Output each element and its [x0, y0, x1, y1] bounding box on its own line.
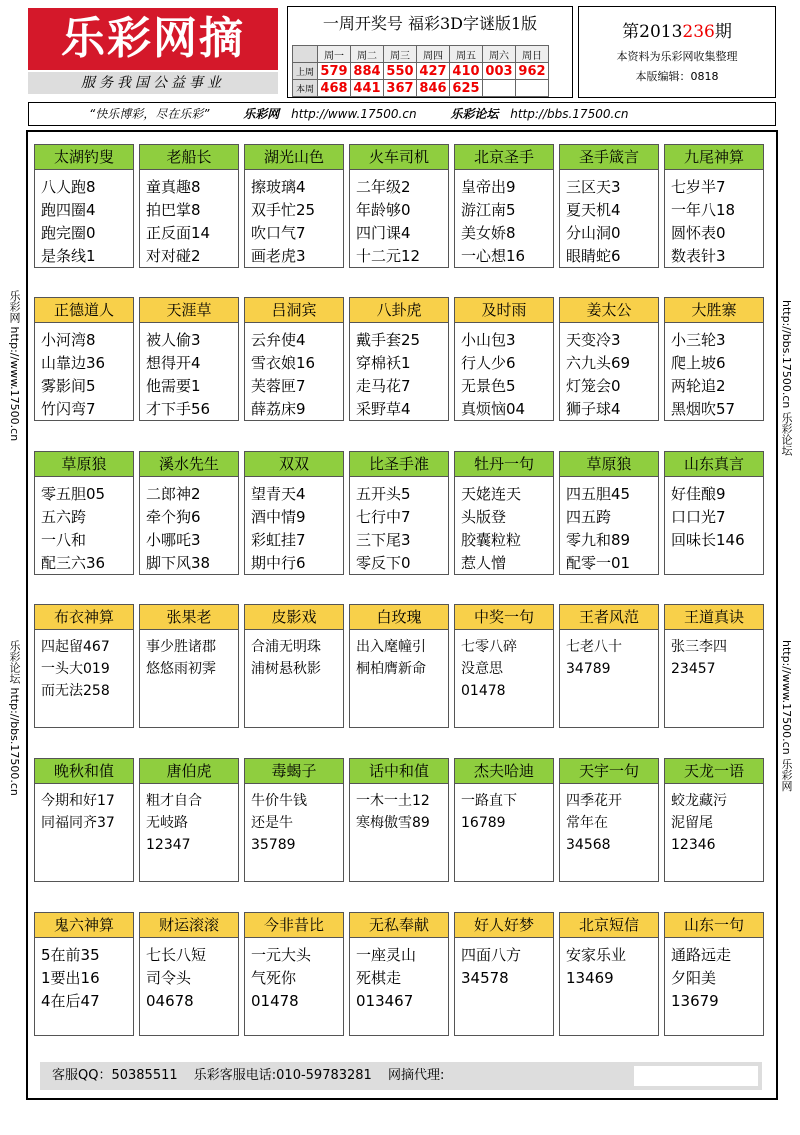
puzzle-text: 蛟龙藏污 泥留尾 12346 — [671, 793, 727, 853]
puzzle-text: 小山包3 行人少6 无景色5 真烦恼04 — [461, 331, 526, 418]
motto: “快乐博彩，尽在乐彩” — [89, 107, 210, 121]
puzzle-text: 张三李四 23457 — [671, 639, 727, 677]
site-link[interactable]: http://www.17500.cn — [291, 107, 417, 121]
forum-link[interactable]: http://bbs.17500.cn — [510, 107, 629, 121]
puzzle-text: 七老八十 34789 — [566, 639, 622, 677]
puzzle-cell — [244, 297, 344, 421]
draw-number: 441 — [351, 80, 384, 97]
puzzle-author: 双双 — [245, 452, 343, 477]
puzzle-author: 唐伯虎 — [140, 759, 238, 784]
slogan: 服务我国公益事业 — [28, 72, 278, 94]
puzzle-author: 天龙一语 — [665, 759, 763, 784]
puzzle-text: 四起留467 一头大019 而无法258 — [41, 639, 110, 699]
puzzle-text: 四五胆45 四五跨 零九和89 配零一01 — [566, 485, 631, 572]
puzzle-cell — [559, 912, 659, 1036]
puzzle-author: 王者风范 — [560, 605, 658, 630]
draw-results-table — [292, 45, 549, 97]
draw-number: 846 — [417, 80, 450, 97]
puzzle-author: 好人好梦 — [455, 913, 553, 938]
puzzle-text: 一座灵山 死棋走 013467 — [356, 946, 417, 1010]
puzzle-cell — [454, 144, 554, 268]
source-note: 本资料为乐彩网收集整理 — [616, 50, 738, 63]
puzzle-author: 天涯草 — [140, 298, 238, 323]
draw-days-row — [293, 46, 549, 63]
puzzle-text: 三区天3 夏天机4 分山洞0 眼睛蛇6 — [566, 178, 621, 265]
puzzle-text: 安家乐业 13469 — [566, 946, 627, 987]
puzzle-text: 5在前35 1要出16 4在后47 — [41, 946, 100, 1010]
puzzle-author: 中奖一句 — [455, 605, 553, 630]
day-header: 周二 — [351, 46, 384, 63]
puzzle-cell — [244, 758, 344, 882]
puzzle-author: 吕洞宾 — [245, 298, 343, 323]
draw-number: 427 — [417, 63, 450, 80]
puzzle-author: 牡丹一句 — [455, 452, 553, 477]
side-text-left-bottom: 乐彩论坛 http://bbs.17500.cn — [8, 640, 21, 796]
puzzle-text: 一木一土12 寒梅傲雪89 — [356, 793, 430, 831]
issue-number: 第2013236期 — [622, 22, 732, 42]
puzzle-cell — [34, 758, 134, 882]
puzzle-author: 太湖钓叟 — [35, 145, 133, 170]
puzzle-cell — [559, 758, 659, 882]
logo: 乐彩网摘 — [28, 8, 278, 70]
day-header: 周日 — [516, 46, 549, 63]
puzzle-cell — [349, 144, 449, 268]
editor-line: 本版编辑：0818 — [635, 70, 719, 83]
puzzle-text: 粗才自合 无岐路 12347 — [146, 793, 202, 853]
puzzle-cell — [139, 604, 239, 728]
puzzle-cell — [244, 604, 344, 728]
puzzle-text: 二郎神2 牵个狗6 小哪吒3 脚下风38 — [146, 485, 211, 572]
puzzle-cell — [139, 144, 239, 268]
puzzle-cell — [139, 912, 239, 1036]
puzzle-text: 一元大头 气死你 01478 — [251, 946, 312, 1010]
service-phone: 乐彩客服电话:010-59783281 — [193, 1068, 372, 1083]
puzzle-cell — [349, 758, 449, 882]
puzzle-cell — [244, 912, 344, 1036]
puzzle-cell — [559, 297, 659, 421]
puzzle-text: 今期和好17 同福同齐37 — [41, 793, 115, 831]
side-text-right-bottom: http://www.17500.cn 乐彩网 — [780, 640, 793, 792]
puzzle-cell — [664, 604, 764, 728]
puzzle-cell — [454, 758, 554, 882]
puzzle-cell — [34, 912, 134, 1036]
puzzle-author: 火车司机 — [350, 145, 448, 170]
service-qq: 客服QQ：50385511 — [52, 1068, 178, 1083]
puzzle-author: 溪水先生 — [140, 452, 238, 477]
puzzle-author: 草原狼 — [560, 452, 658, 477]
puzzle-cell — [454, 451, 554, 575]
puzzle-cell — [664, 297, 764, 421]
link-bar — [28, 102, 776, 126]
puzzle-author: 张果老 — [140, 605, 238, 630]
last-week-label: 上周 — [293, 63, 318, 80]
puzzle-author: 山东真言 — [665, 452, 763, 477]
puzzle-text: 天变冷3 六九头69 灯笼会0 狮子球4 — [566, 331, 631, 418]
puzzle-author: 草原狼 — [35, 452, 133, 477]
puzzle-text: 小三轮3 爬上坡6 两轮追2 黑烟吹57 — [671, 331, 736, 418]
puzzle-text: 出入麾幢引 桐柏膺新命 — [356, 639, 426, 677]
puzzle-author: 山东一句 — [665, 913, 763, 938]
side-text-left-top: 乐彩网 http://www.17500.cn — [8, 290, 21, 442]
puzzle-text: 七长八短 司令头 04678 — [146, 946, 207, 1010]
puzzle-author: 北京圣手 — [455, 145, 553, 170]
puzzle-cell — [244, 451, 344, 575]
puzzle-author: 布衣神算 — [35, 605, 133, 630]
last-week-row — [293, 63, 549, 80]
puzzle-author: 王道真诀 — [665, 605, 763, 630]
puzzle-text: 七零八碎 没意思 01478 — [461, 639, 517, 699]
puzzle-text: 一路直下 16789 — [461, 793, 517, 831]
puzzle-text: 四面八方 34578 — [461, 946, 522, 987]
puzzle-author: 圣手箴言 — [560, 145, 658, 170]
puzzle-author: 九尾神算 — [665, 145, 763, 170]
puzzle-cell — [34, 604, 134, 728]
draw-number: 962 — [516, 63, 549, 80]
draw-number — [516, 80, 549, 97]
forum-name: 乐彩论坛 — [450, 107, 499, 121]
puzzle-cell — [559, 604, 659, 728]
puzzle-text: 戴手套25 穿棉袄1 走马花7 采野草4 — [356, 331, 421, 418]
this-week-row — [293, 80, 549, 97]
puzzle-author: 天宇一句 — [560, 759, 658, 784]
issue-box — [578, 6, 776, 98]
puzzle-text: 事少胜诸郡 悠悠雨初霁 — [146, 639, 216, 677]
puzzle-cell — [34, 144, 134, 268]
puzzle-cell — [349, 604, 449, 728]
puzzle-cell — [454, 912, 554, 1036]
puzzle-text: 七岁半7 一年八18 圆怀表0 数表针3 — [671, 178, 736, 265]
draw-number — [483, 80, 516, 97]
puzzle-text: 云弁使4 雪衣娘16 芙蓉匣7 薛荔床9 — [251, 331, 316, 418]
puzzle-cell — [34, 297, 134, 421]
day-header: 周六 — [483, 46, 516, 63]
puzzle-cell — [664, 758, 764, 882]
puzzle-author: 姜太公 — [560, 298, 658, 323]
draw-number: 410 — [450, 63, 483, 80]
puzzle-cell — [139, 451, 239, 575]
puzzle-author: 晚秋和值 — [35, 759, 133, 784]
day-header: 周一 — [318, 46, 351, 63]
puzzle-cell — [664, 144, 764, 268]
puzzle-cell — [349, 297, 449, 421]
day-header: 周四 — [417, 46, 450, 63]
draw-number: 625 — [450, 80, 483, 97]
site-name: 乐彩网 — [243, 107, 280, 121]
puzzle-author: 今非昔比 — [245, 913, 343, 938]
puzzle-author: 白玫瑰 — [350, 605, 448, 630]
puzzle-cell — [559, 144, 659, 268]
puzzle-author: 皮影戏 — [245, 605, 343, 630]
puzzle-text: 被人偷3 想得开4 他需要1 才下手56 — [146, 331, 211, 418]
corner-cell — [293, 46, 318, 63]
puzzle-author: 及时雨 — [455, 298, 553, 323]
agent-box — [634, 1066, 758, 1086]
puzzle-cell — [454, 297, 554, 421]
day-header: 周五 — [450, 46, 483, 63]
puzzle-text: 零五胆05 五六跨 一八和 配三六36 — [41, 485, 106, 572]
puzzle-cell — [454, 604, 554, 728]
puzzle-author: 正德道人 — [35, 298, 133, 323]
puzzle-text: 小河湾8 山靠边36 雾影间5 竹闪弯7 — [41, 331, 106, 418]
puzzle-cell — [559, 451, 659, 575]
puzzle-text: 二年级2 年龄够0 四门课4 十二元12 — [356, 178, 421, 265]
puzzle-author: 大胜寨 — [665, 298, 763, 323]
puzzle-text: 好佳酿9 口口光7 回味长146 — [671, 485, 745, 549]
puzzle-text: 五开头5 七行中7 三下尾3 零反下0 — [356, 485, 411, 572]
puzzle-text: 牛价牛钱 还是牛 35789 — [251, 793, 307, 853]
puzzle-cell — [664, 912, 764, 1036]
puzzle-cell — [139, 297, 239, 421]
draw-results-title: 一周开奖号 福彩3D字谜版1版 — [322, 14, 538, 33]
draw-number: 367 — [384, 80, 417, 97]
puzzle-cell — [349, 451, 449, 575]
puzzle-text: 童真趣8 拍巴掌8 正反面14 对对碰2 — [146, 178, 211, 265]
puzzle-cell — [664, 451, 764, 575]
draw-number: 884 — [351, 63, 384, 80]
draw-results-box — [287, 6, 573, 98]
puzzle-author: 老船长 — [140, 145, 238, 170]
draw-number: 579 — [318, 63, 351, 80]
draw-number: 468 — [318, 80, 351, 97]
puzzle-author: 鬼六神算 — [35, 913, 133, 938]
puzzle-author: 无私奉献 — [350, 913, 448, 938]
puzzle-author: 财运滚滚 — [140, 913, 238, 938]
this-week-label: 本周 — [293, 80, 318, 97]
agent-label: 网摘代理: — [387, 1068, 445, 1083]
puzzle-author: 毒蝎子 — [245, 759, 343, 784]
puzzle-author: 北京短信 — [560, 913, 658, 938]
puzzle-text: 通路远走 夕阳美 13679 — [671, 946, 732, 1010]
draw-number: 003 — [483, 63, 516, 80]
puzzle-cell — [34, 451, 134, 575]
draw-number: 550 — [384, 63, 417, 80]
puzzle-cell — [139, 758, 239, 882]
puzzle-text: 望青天4 酒中情9 彩虹挂7 期中行6 — [251, 485, 306, 572]
day-header: 周三 — [384, 46, 417, 63]
puzzle-cell — [349, 912, 449, 1036]
side-text-right-top: http://bbs.17500.cn 乐彩论坛 — [780, 300, 793, 456]
puzzle-cell — [244, 144, 344, 268]
puzzle-author: 话中和值 — [350, 759, 448, 784]
puzzle-text: 擦玻璃4 双手忙25 吹口气7 画老虎3 — [251, 178, 316, 265]
puzzle-text: 合浦无明珠 浦树悬秋影 — [251, 639, 321, 677]
puzzle-text: 皇帝出9 游江南5 美女娇8 一心想16 — [461, 178, 526, 265]
puzzle-text: 四季花开 常年在 34568 — [566, 793, 622, 853]
puzzle-author: 比圣手准 — [350, 452, 448, 477]
puzzle-author: 八卦虎 — [350, 298, 448, 323]
puzzle-author: 杰夫哈迪 — [455, 759, 553, 784]
puzzle-text: 八人跑8 跑四圈4 跑完圈0 是条线1 — [41, 178, 96, 265]
puzzle-text: 天姥连天 头版登 胶囊粒粒 惹人憎 — [461, 485, 522, 572]
footer-bar — [40, 1062, 762, 1090]
puzzle-author: 湖光山色 — [245, 145, 343, 170]
